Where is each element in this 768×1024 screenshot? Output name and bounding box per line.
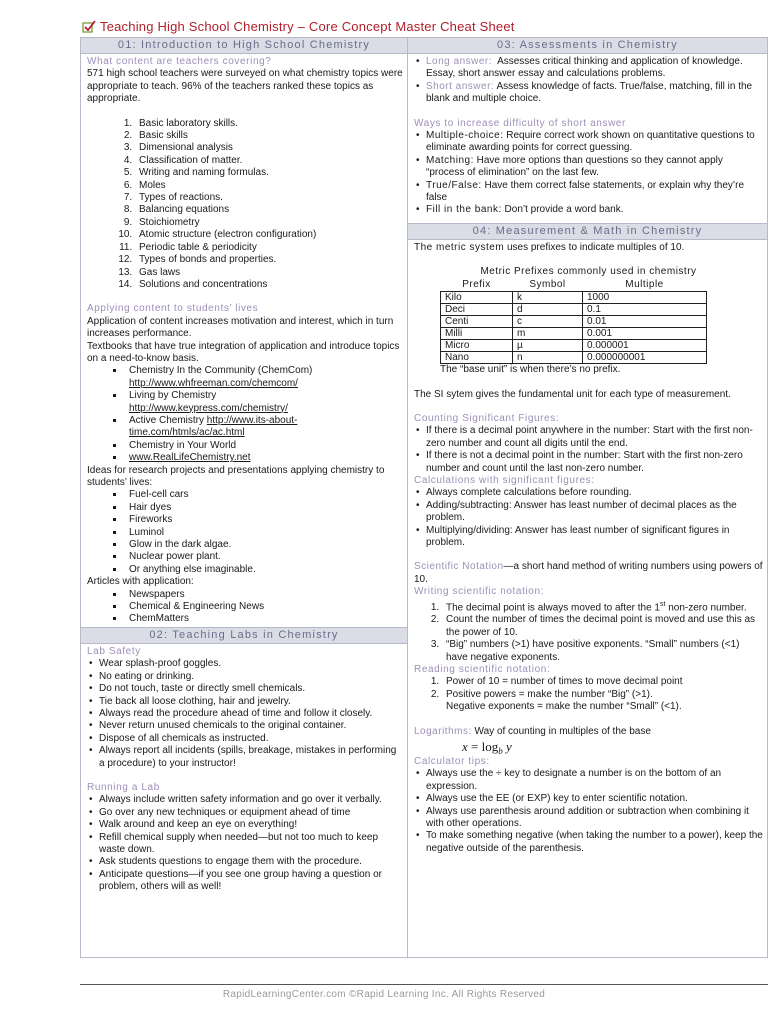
section-02-heading: 02: Teaching Labs in Chemistry bbox=[81, 627, 407, 644]
calculator-tips-subheading: Calculator tips: bbox=[414, 755, 490, 767]
topic-item: 13. Gas laws bbox=[135, 267, 403, 279]
table-row bbox=[441, 328, 707, 340]
active-chemistry-link[interactable]: http://www.its-about-time.com/htmls/ac/ac.html bbox=[129, 414, 298, 439]
running-item: • Refill chemical supply when needed—but not too much to keep waste down. bbox=[99, 832, 403, 857]
section-04-body bbox=[408, 240, 767, 855]
section-01-body bbox=[81, 54, 407, 626]
topic-item: 5. Writing and naming formulas. bbox=[135, 167, 403, 179]
table-row bbox=[441, 340, 707, 352]
way-item bbox=[426, 130, 763, 155]
idea-item: ▪ Fireworks bbox=[125, 514, 403, 526]
way-term: Matching: bbox=[426, 154, 474, 166]
tip-item: • Always use the EE (or EXP) key to enter scientific notation. bbox=[426, 793, 763, 805]
topic-item: 12. Types of bonds and properties. bbox=[135, 254, 403, 266]
tip-item: • Always use parenthesis around addition or subtraction when combining it with other operations. bbox=[426, 806, 763, 831]
way-term: True/False: bbox=[426, 179, 482, 191]
table-row bbox=[441, 352, 707, 364]
list-item bbox=[125, 440, 403, 452]
running-item: • Anticipate questions—if you see one group having a question or problem, others will as well! bbox=[99, 869, 403, 894]
list-item bbox=[125, 390, 403, 415]
calc-item: • Multiplying/dividing: Answer has least number of significant figures in problem. bbox=[426, 525, 763, 550]
left-column bbox=[81, 38, 407, 894]
book-name: Active Chemistry bbox=[129, 414, 205, 426]
idea-item: ▪ Fuel-cell cars bbox=[125, 489, 403, 501]
idea-item: ▪ Glow in the dark algae. bbox=[125, 539, 403, 551]
write-step-text: The decimal point is always moved to after the 1 bbox=[446, 601, 660, 613]
apply-paragraph-1: Application of content increases motivation and interest, which in turn increases performance. bbox=[87, 315, 394, 340]
topic-item: 9. Stoichiometry bbox=[135, 217, 403, 229]
topic-item: 6. Moles bbox=[135, 180, 403, 192]
lab-safety-subheading: Lab Safety bbox=[87, 645, 141, 657]
long-answer-term: Long answer: bbox=[426, 56, 493, 67]
table-cell: 0.1 bbox=[583, 304, 707, 316]
topics-list bbox=[87, 118, 403, 292]
table-cell: Milli bbox=[441, 328, 513, 340]
ideas-list bbox=[87, 489, 403, 576]
checkmark-logo-icon bbox=[82, 20, 96, 33]
table-cell: Deci bbox=[441, 304, 513, 316]
article-item: ▪ Newspapers bbox=[125, 589, 403, 601]
running-item: • Ask students questions to engage them with the procedure. bbox=[99, 856, 403, 868]
reallifechemistry-link[interactable]: www.RealLifeChemistry.net bbox=[129, 452, 251, 464]
list-item bbox=[426, 56, 763, 81]
logarithms-term: Logarithms: bbox=[414, 725, 472, 737]
table-row bbox=[441, 316, 707, 328]
topic-item: 3. Dimensional analysis bbox=[135, 142, 403, 154]
topic-item: 8. Balancing equations bbox=[135, 204, 403, 216]
book-name: Chemistry in Your World bbox=[129, 439, 237, 451]
calc-item: • Adding/subtracting: Answer has least number of decimal places as the problem. bbox=[426, 500, 763, 525]
sheet-title bbox=[82, 19, 515, 34]
section-02-body bbox=[81, 644, 407, 894]
log-formula bbox=[414, 738, 763, 756]
table-row bbox=[441, 304, 707, 316]
metric-system-term: The metric system bbox=[414, 241, 505, 253]
safety-item: • No eating or drinking. bbox=[99, 671, 403, 683]
sigfig-item: • If there is a decimal point anywhere in the number: Start with the first non-zero number and count all digits until the end. bbox=[426, 425, 763, 450]
way-desc: Have them correct false statements, or explain why they’re false bbox=[426, 179, 745, 204]
book-name: Chemistry In the Community (ChemCom) bbox=[129, 365, 313, 377]
section-04-heading: 04: Measurement & Math in Chemistry bbox=[408, 223, 767, 240]
table-cell: Kilo bbox=[441, 292, 513, 304]
calc-sigfig-list bbox=[414, 487, 763, 549]
calculator-tips-list bbox=[414, 768, 763, 855]
idea-item: ▪ Hair dyes bbox=[125, 502, 403, 514]
list-item bbox=[426, 81, 763, 106]
apply-paragraph-2: Textbooks that have true integration of application and introduce topics on a need-to-know basis. bbox=[87, 340, 400, 364]
safety-item: • Tie back all loose clothing, hair and jewelry. bbox=[99, 696, 403, 708]
ideas-heading: Ideas for research projects and presentations applying chemistry to students’ lives: bbox=[87, 464, 385, 488]
table-cell: 0.000001 bbox=[583, 340, 707, 352]
formula-x: x bbox=[462, 738, 468, 754]
read-step-text: Positive powers = make the number “Big” (>1). bbox=[446, 688, 653, 700]
running-item: • Walk around and keep an eye on everything! bbox=[99, 819, 403, 831]
idea-item: ▪ Luminol bbox=[125, 527, 403, 539]
topic-item: 2. Basic skills bbox=[135, 130, 403, 142]
list-item: 3. “Big” numbers (>1) have positive exponents. “Small” numbers (<1) have negative exponents. bbox=[442, 639, 763, 664]
tip-item: • Always use the ÷ key to designate a number is on the bottom of an expression. bbox=[426, 768, 763, 793]
running-item: • Always include written safety information and go over it verbally. bbox=[99, 794, 403, 806]
way-item bbox=[426, 204, 763, 216]
table-cell: k bbox=[513, 292, 583, 304]
table-cell: 0.000000001 bbox=[583, 352, 707, 364]
safety-item: • Never return unused chemicals to the original container. bbox=[99, 720, 403, 732]
list-item: 2. Count the number of times the decimal point is moved and use this as the power of 10. bbox=[442, 614, 763, 639]
way-term: Multiple-choice: bbox=[426, 130, 504, 142]
ways-subheading: Ways to increase difficulty of short answer bbox=[414, 117, 626, 129]
formula-log: = log bbox=[467, 738, 499, 754]
logarithms-line bbox=[414, 726, 763, 738]
idea-item: ▪ Nuclear power plant. bbox=[125, 551, 403, 563]
textbook-list bbox=[87, 365, 403, 464]
sigfig-subheading: Counting Significant Figures: bbox=[414, 412, 560, 424]
list-item bbox=[125, 452, 403, 464]
running-lab-subheading: Running a Lab bbox=[87, 781, 160, 793]
list-item bbox=[442, 599, 763, 615]
table-cell: 1000 bbox=[583, 292, 707, 304]
way-item bbox=[426, 180, 763, 205]
article-item: ▪ ChemMatters bbox=[125, 613, 403, 625]
running-item: • Go over any new techniques or equipment ahead of time bbox=[99, 807, 403, 819]
reading-sci-subheading: Reading scientific notation: bbox=[414, 663, 551, 675]
sci-notation-line bbox=[414, 561, 763, 586]
survey-intro: 571 high school teachers were surveyed on what chemistry topics were appropriate to teach. 96% of the teachers ranked these topics as appropriate. bbox=[87, 68, 403, 105]
way-term: Fill in the bank: bbox=[426, 204, 502, 216]
topic-item: 14. Solutions and concentrations bbox=[135, 279, 403, 291]
section-03-heading: 03: Assessments in Chemistry bbox=[408, 38, 767, 54]
list-item: 1. Power of 10 = number of times to move decimal point bbox=[442, 676, 763, 688]
safety-item: • Always read the procedure ahead of time and follow it closely. bbox=[99, 708, 403, 720]
right-column bbox=[408, 38, 767, 855]
sci-notation-desc: —a short hand method of writing numbers using powers of 10. bbox=[414, 561, 763, 585]
table-header: Symbol bbox=[529, 278, 566, 290]
footer-text: RapidLearningCenter.com ©Rapid Learning Inc. All Rights Reserved bbox=[222, 989, 546, 1000]
chemcom-link[interactable]: http://www.whfreeman.com/chemcom/ bbox=[129, 377, 298, 389]
safety-item: • Dispose of all chemicals as instructed. bbox=[99, 733, 403, 745]
way-item bbox=[426, 155, 763, 180]
idea-item: ▪ Or anything else imaginable. bbox=[125, 564, 403, 576]
metric-prefix-table bbox=[440, 279, 707, 364]
section-03-body bbox=[408, 54, 767, 223]
table-cell: c bbox=[513, 316, 583, 328]
write-step-text: non-zero number. bbox=[665, 601, 747, 613]
way-desc: Don’t provide a word bank. bbox=[504, 204, 624, 216]
sigfig-item: • If there is not a decimal point in the number: Start with the first non-zero number and count until the last non-zero number. bbox=[426, 450, 763, 475]
table-cell: m bbox=[513, 328, 583, 340]
topic-item: 1. Basic laboratory skills. bbox=[135, 118, 403, 130]
tip-item: • To make something negative (when taking the number to a power), keep the negative outside of the parenthesis. bbox=[426, 830, 763, 855]
teachers-covering-subheading: What content are teachers covering? bbox=[87, 56, 272, 67]
metric-system-line bbox=[414, 242, 763, 254]
formula-base: b bbox=[498, 745, 503, 756]
short-answer-desc: Assess knowledge of facts. True/false, matching, fill in the blank and multiple choice. bbox=[426, 80, 753, 105]
table-cell: d bbox=[513, 304, 583, 316]
ways-list bbox=[414, 130, 763, 217]
reading-sci-list bbox=[414, 676, 763, 713]
base-unit-note: The “base unit” is when there’s no prefix. bbox=[440, 364, 621, 376]
topic-item: 11. Periodic table & periodicity bbox=[135, 242, 403, 254]
short-answer-term: Short answer: bbox=[426, 80, 495, 92]
applying-content-subheading: Applying content to students’ lives bbox=[87, 303, 259, 315]
topic-item: 7. Types of reactions. bbox=[135, 192, 403, 204]
footer-rule bbox=[80, 984, 768, 985]
calc-sigfig-subheading: Calculations with significant figures: bbox=[414, 474, 595, 486]
safety-item: • Do not touch, taste or directly smell chemicals. bbox=[99, 683, 403, 695]
table-cell: 0.01 bbox=[583, 316, 707, 328]
list-item bbox=[125, 415, 403, 440]
topic-item: 10. Atomic structure (electron configuration) bbox=[135, 229, 403, 241]
prefix-table-title: Metric Prefixes commonly used in chemistry bbox=[480, 266, 697, 278]
topic-item: 4. Classification of matter. bbox=[135, 155, 403, 167]
formula-y: y bbox=[502, 738, 512, 754]
sigfig-list bbox=[414, 425, 763, 475]
way-desc: Require correct work shown on quantitative questions to eliminate awarding points for correct guessing. bbox=[426, 130, 755, 154]
writing-sci-subheading: Writing scientific notation: bbox=[414, 586, 544, 598]
articles-list bbox=[87, 589, 403, 626]
title-text: Teaching High School Chemistry – Core Concept Master Cheat Sheet bbox=[100, 19, 515, 34]
way-desc: Have more options than questions so they cannot apply “process of elimination” on the last few. bbox=[426, 154, 723, 179]
article-item: ▪ Chemical & Engineering News bbox=[125, 601, 403, 613]
articles-heading: Articles with application: bbox=[87, 576, 194, 588]
running-lab-list bbox=[87, 794, 403, 893]
safety-item: • Wear splash-proof goggles. bbox=[99, 658, 403, 670]
table-row bbox=[441, 292, 707, 304]
safety-item: • Always report all incidents (spills, breakage, mistakes in performing a procedure) to your instructor! bbox=[99, 745, 403, 770]
table-cell: n bbox=[513, 352, 583, 364]
metric-system-desc: uses prefixes to indicate multiples of 10. bbox=[506, 241, 685, 253]
calc-item: • Always complete calculations before rounding. bbox=[426, 487, 763, 499]
long-answer-desc: Assesses critical thinking and application of knowledge. Essay, short answer essay and calculations problems. bbox=[426, 56, 743, 80]
writing-sci-list bbox=[414, 599, 763, 664]
table-cell: µ bbox=[513, 340, 583, 352]
table-header: Multiple bbox=[625, 278, 664, 290]
table-header: Prefix bbox=[462, 278, 491, 290]
list-item bbox=[125, 365, 403, 390]
answer-types-list bbox=[414, 56, 763, 106]
si-system-text: The SI sytem gives the fundamental unit for each type of measurement. bbox=[414, 388, 731, 400]
table-cell: Micro bbox=[441, 340, 513, 352]
table-cell: Centi bbox=[441, 316, 513, 328]
table-cell: 0.001 bbox=[583, 328, 707, 340]
superscript: st bbox=[660, 600, 666, 608]
sci-notation-term: Scientific Notation bbox=[414, 561, 504, 573]
keypress-link[interactable]: http://www.keypress.com/chemistry/ bbox=[129, 402, 288, 414]
read-step-text: Negative exponents = make the number “Small” (<1). bbox=[446, 701, 682, 713]
lab-safety-list bbox=[87, 658, 403, 770]
table-cell: Nano bbox=[441, 352, 513, 364]
book-name: Living by Chemistry bbox=[129, 390, 217, 402]
list-item bbox=[442, 689, 763, 714]
logarithms-desc: Way of counting in multiples of the base bbox=[474, 725, 651, 737]
section-01-heading: 01: Introduction to High School Chemistry bbox=[81, 38, 407, 54]
